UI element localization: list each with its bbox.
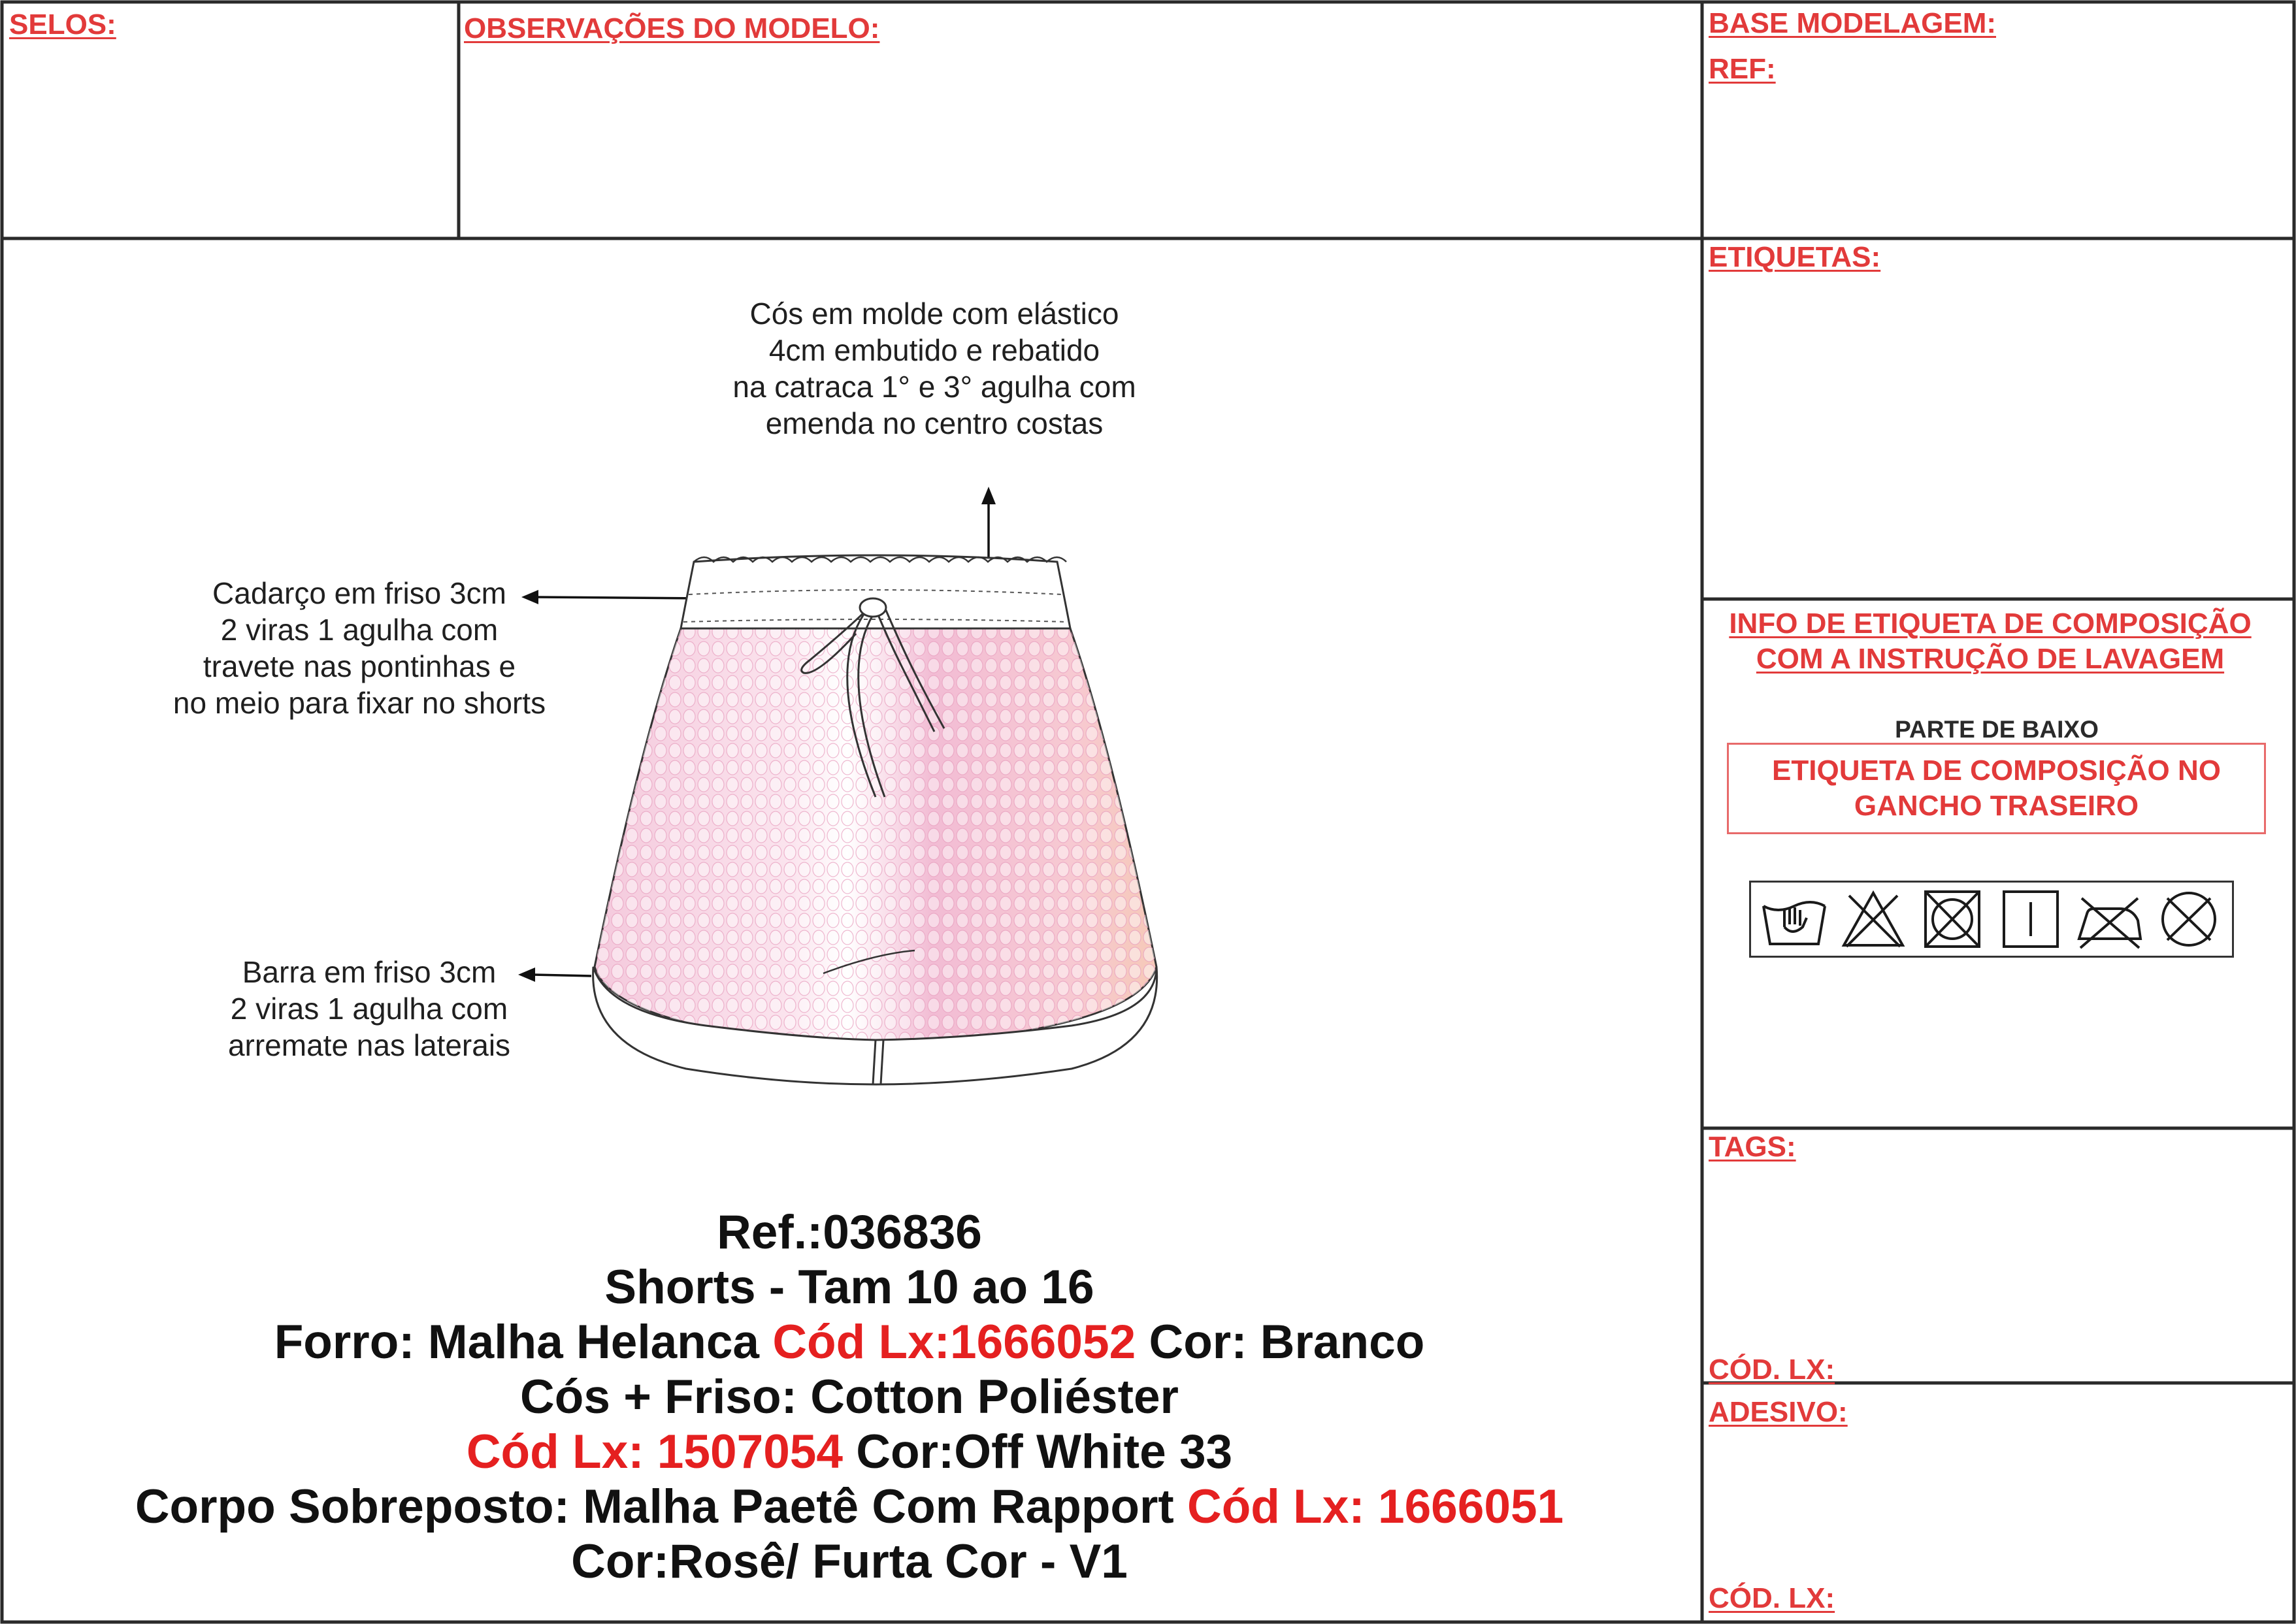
cod-lx-tags-label: CÓD. LX:	[1709, 1354, 1835, 1386]
corpo-code: Cód Lx: 1666051	[1187, 1480, 1564, 1533]
cadarco-note-line4: no meio para fixar no shorts	[172, 686, 546, 720]
no-iron-icon	[2074, 886, 2146, 952]
cadarco-note-line2: 2 viras 1 agulha com	[220, 613, 499, 647]
composition-label-box	[1727, 743, 2266, 834]
no-tumble-dry-icon	[1916, 886, 1988, 952]
cos-note-line1: Cós em molde com elástico	[749, 297, 1119, 331]
forro-label: Forro: Malha Helanca	[274, 1316, 773, 1369]
spec-block	[0, 1205, 1699, 1589]
care-symbols	[1749, 881, 2234, 958]
cos-code: Cód Lx: 1507054	[466, 1425, 843, 1478]
cadarco-note-line1: Cadarço em friso 3cm	[212, 576, 506, 610]
cos-note	[680, 295, 1189, 442]
line-dry-icon	[1995, 886, 2067, 952]
barra-note-line1: Barra em friso 3cm	[242, 955, 497, 989]
spec-corpo	[0, 1480, 1699, 1535]
corpo-label: Corpo Sobreposto: Malha Paetê Com Rapport	[135, 1480, 1187, 1533]
cod-lx-adesivo-label: CÓD. LX:	[1709, 1582, 1835, 1614]
selos-header: SELOS:	[9, 8, 116, 41]
composition-label-line1: ETIQUETA DE COMPOSIÇÃO NO	[1772, 755, 2221, 787]
cos-note-line3: na catraca 1° e 3° agulha com	[732, 370, 1136, 404]
hand-wash-icon	[1758, 886, 1830, 952]
forro-code: Cód Lx:1666052	[772, 1316, 1136, 1369]
forro-color: Cor: Branco	[1136, 1316, 1425, 1369]
composition-info-title-line1: INFO DE ETIQUETA DE COMPOSIÇÃO	[1729, 608, 2252, 640]
no-dry-clean-icon	[2153, 886, 2225, 952]
spec-corpo-color: Cor:Rosê/ Furta Cor - V1	[571, 1535, 1128, 1588]
ref-header: REF:	[1709, 53, 1776, 85]
barra-note-line2: 2 viras 1 agulha com	[230, 992, 508, 1026]
barra-note	[173, 954, 565, 1064]
composition-info-title	[1703, 606, 2278, 677]
base-modelagem-header: BASE MODELAGEM:	[1709, 7, 1996, 39]
spec-product: Shorts - Tam 10 ao 16	[604, 1261, 1094, 1314]
composition-label-line2: GANCHO TRASEIRO	[1854, 790, 2139, 822]
observacoes-header: OBSERVAÇÕES DO MODELO:	[464, 12, 880, 44]
cos-color: Cor:Off White 33	[843, 1425, 1233, 1478]
tags-header: TAGS:	[1709, 1131, 1796, 1163]
cos-note-line2: 4cm embutido e rebatido	[768, 333, 1100, 367]
composition-info-title-line2: COM A INSTRUÇÃO DE LAVAGEM	[1756, 643, 2225, 675]
cos-note-line4: emenda no centro costas	[765, 406, 1104, 440]
spec-cos-friso: Cós + Friso: Cotton Poliéster	[520, 1371, 1179, 1423]
etiquetas-header: ETIQUETAS:	[1709, 241, 1881, 273]
no-bleach-icon	[1837, 886, 1909, 952]
spec-cos-code-line	[0, 1425, 1699, 1480]
shorts-illustration	[510, 470, 1176, 1097]
parte-label: PARTE DE BAIXO	[1895, 716, 2099, 743]
cadarco-note-line3: travete nas pontinhas e	[203, 649, 516, 683]
barra-note-line3: arremate nas laterais	[227, 1028, 511, 1062]
spec-forro	[0, 1315, 1699, 1370]
adesivo-header: ADESIVO:	[1709, 1396, 1848, 1428]
spec-ref: Ref.:036836	[717, 1206, 982, 1259]
